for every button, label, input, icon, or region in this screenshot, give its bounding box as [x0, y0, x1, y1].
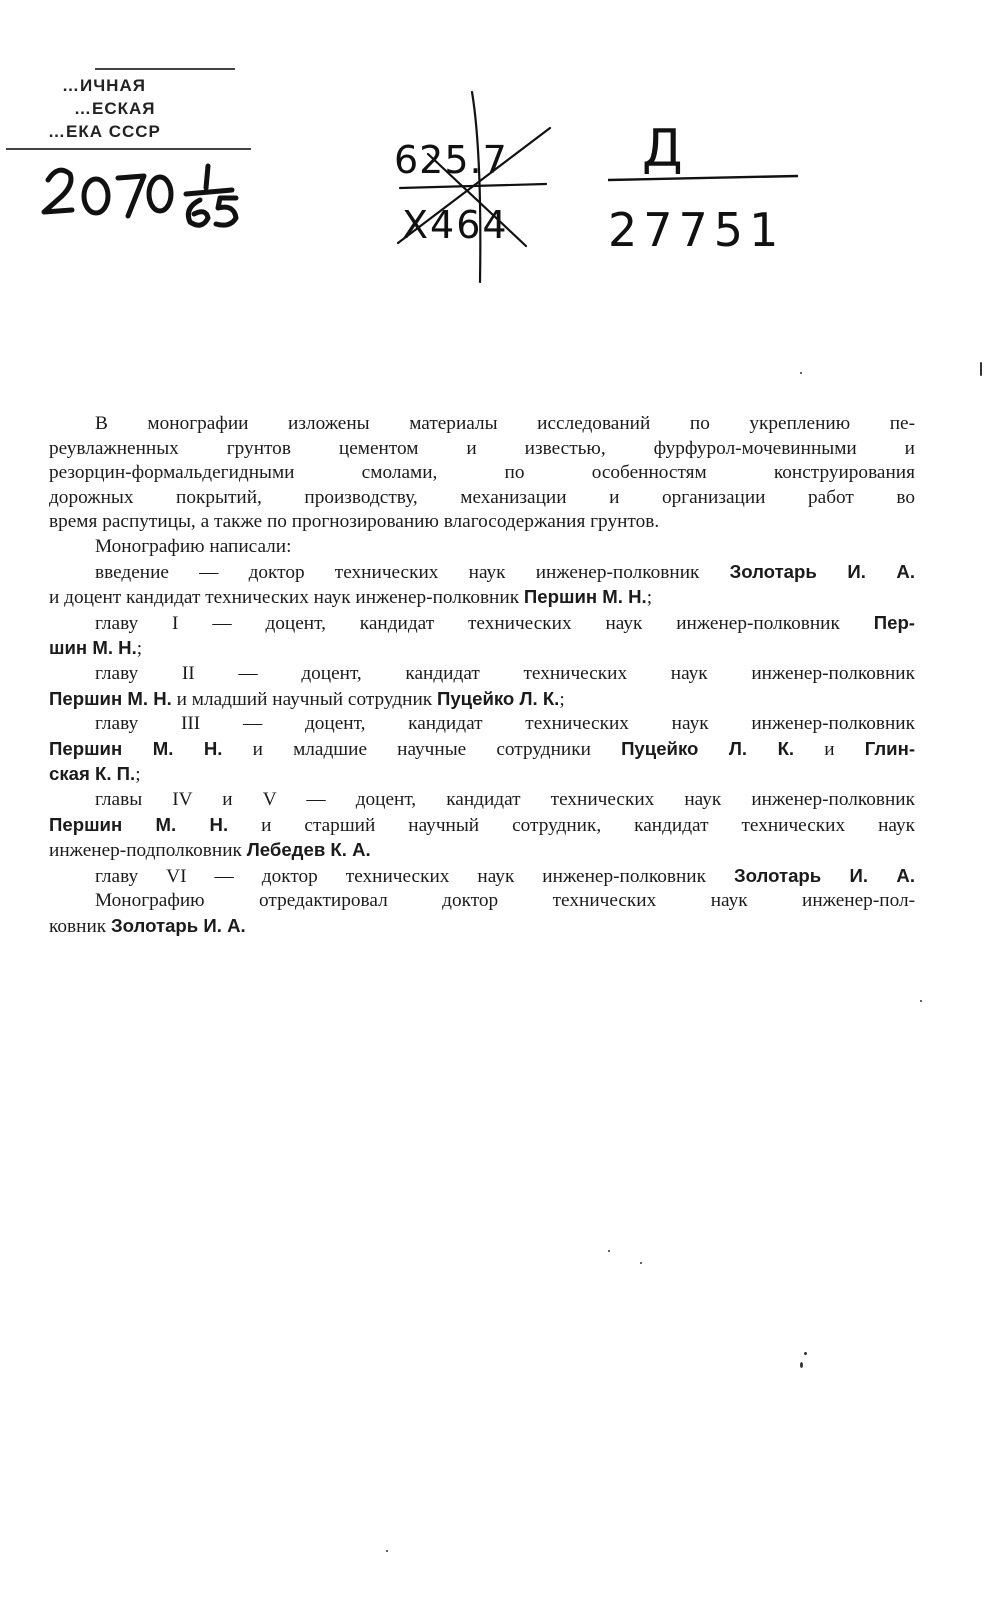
- credit-text: инженер-подполковник: [49, 840, 247, 862]
- author-name: шин М. Н.: [49, 637, 137, 659]
- credit-text: и младший научный сотрудник: [171, 688, 437, 710]
- abstract-line: [49, 510, 915, 535]
- udc-top: 625.7: [394, 138, 508, 182]
- abstract-line: [49, 412, 915, 437]
- credit-chapter-3-cont: [49, 762, 915, 788]
- credit-text: введение — доктор технических наук инженер-полковник: [95, 561, 730, 583]
- abstract-text: резорцин-формальдегидными смолами, по особенностям конструирования: [49, 462, 915, 484]
- author-name: ская К. П.: [49, 763, 136, 785]
- credit-introduction: [49, 560, 915, 586]
- author-name: Першин М. Н.: [523, 586, 647, 608]
- credit-chapter-3-cont: [49, 737, 915, 763]
- editor-text: Монографию отредактировал доктор технических наук инженер-пол-: [95, 890, 915, 912]
- editor-credit-cont: [49, 914, 915, 940]
- stamp-line-1: …ИЧНАЯ: [62, 76, 146, 95]
- credit-chapters-4-5: [49, 788, 915, 813]
- catalog-letter: Д: [642, 119, 683, 179]
- credit-chapter-6: [49, 864, 915, 890]
- credit-text: главу II — доцент, кандидат технических наук инженер-полковник: [95, 662, 915, 684]
- speck: [386, 1550, 388, 1552]
- speck: [800, 372, 802, 374]
- catalog-marks: [380, 88, 820, 298]
- credit-text: ;: [646, 587, 653, 609]
- credit-text: и старший научный сотрудник, кандидат технических наук: [228, 814, 915, 836]
- abstract-line: [49, 486, 915, 511]
- credit-text: ;: [559, 688, 565, 710]
- credit-text: главы IV и V — доцент, кандидат технических наук инженер-полковник: [95, 788, 915, 810]
- stamp-line-2: …ЕСКАЯ: [74, 99, 156, 118]
- annotation-text: [49, 412, 915, 939]
- authors-intro-text: Монографию написали:: [95, 535, 292, 557]
- speck: [640, 1262, 642, 1264]
- credit-text: ;: [135, 764, 141, 786]
- credit-text: и младшие научные сотрудники: [222, 738, 622, 760]
- abstract-text: реувлажненных грунтов цементом и известью, фурфурол-мочевинными и: [49, 437, 915, 459]
- credit-chapter-1-cont: [49, 636, 915, 662]
- author-name: Пуцейко Л. К.: [621, 737, 795, 759]
- author-name: Лебедев К. А.: [246, 839, 371, 861]
- abstract-text: В монографии изложены материалы исследований по укреплению пе-: [95, 413, 915, 434]
- abstract-line: [49, 437, 915, 462]
- speck: [980, 362, 982, 376]
- author-name: Золотарь И. А.: [733, 864, 916, 886]
- credit-text: главу III — доцент, кандидат технических наук инженер-полковник: [95, 713, 915, 735]
- credit-chapter-2: [49, 662, 915, 687]
- speck: [920, 1000, 922, 1002]
- credit-chapter-1: [49, 611, 915, 637]
- credit-text: главу VI — доктор технических наук инженер-полковник: [95, 865, 734, 887]
- author-name: Першин М. Н.: [49, 813, 229, 835]
- author-name: Першин М. Н.: [49, 687, 172, 709]
- author-name: Золотарь И. А.: [729, 560, 915, 582]
- credit-chapter-3: [49, 712, 915, 737]
- credit-text: и доцент кандидат технических наук инженер-полковник: [49, 587, 524, 609]
- author-name: Пер-: [873, 611, 915, 633]
- editor-name: Золотарь И. А.: [110, 914, 246, 936]
- svg-text:2070 1/65: 2070 1/65: [0, 58, 6, 59]
- stamp-line-3: …ЕКА СССР: [48, 122, 161, 141]
- author-name: Пуцейко Л. К.: [436, 687, 560, 709]
- credit-text: и: [794, 738, 865, 760]
- speck: [804, 1352, 807, 1355]
- abstract-text: дорожных покрытий, производству, механизации и организации работ во: [49, 486, 915, 508]
- speck: [800, 1362, 803, 1368]
- authors-intro: [49, 535, 915, 560]
- abstract-line: [49, 461, 915, 486]
- credit-text: главу I — доцент, кандидат технических наук инженер-полковник: [95, 612, 874, 634]
- udc-bottom: Х464: [402, 203, 509, 247]
- library-stamp: [0, 58, 270, 228]
- credit-chapters-4-5-cont: [49, 813, 915, 839]
- author-name: Глин-: [864, 737, 916, 759]
- handwritten-shelfmark: [0, 58, 270, 228]
- credit-text: ;: [136, 638, 143, 660]
- credit-chapters-4-5-cont: [49, 838, 915, 864]
- inventory-number: 27751: [608, 203, 785, 257]
- editor-credit: [49, 889, 915, 914]
- credit-introduction-cont: [49, 585, 915, 611]
- abstract-text: время распутицы, а также по прогнозированию влагосодержания грунтов.: [49, 511, 660, 533]
- speck: [608, 1250, 610, 1252]
- editor-text: ковник: [49, 915, 111, 937]
- credit-chapter-2-cont: [49, 687, 915, 713]
- author-name: Першин М. Н.: [49, 737, 223, 759]
